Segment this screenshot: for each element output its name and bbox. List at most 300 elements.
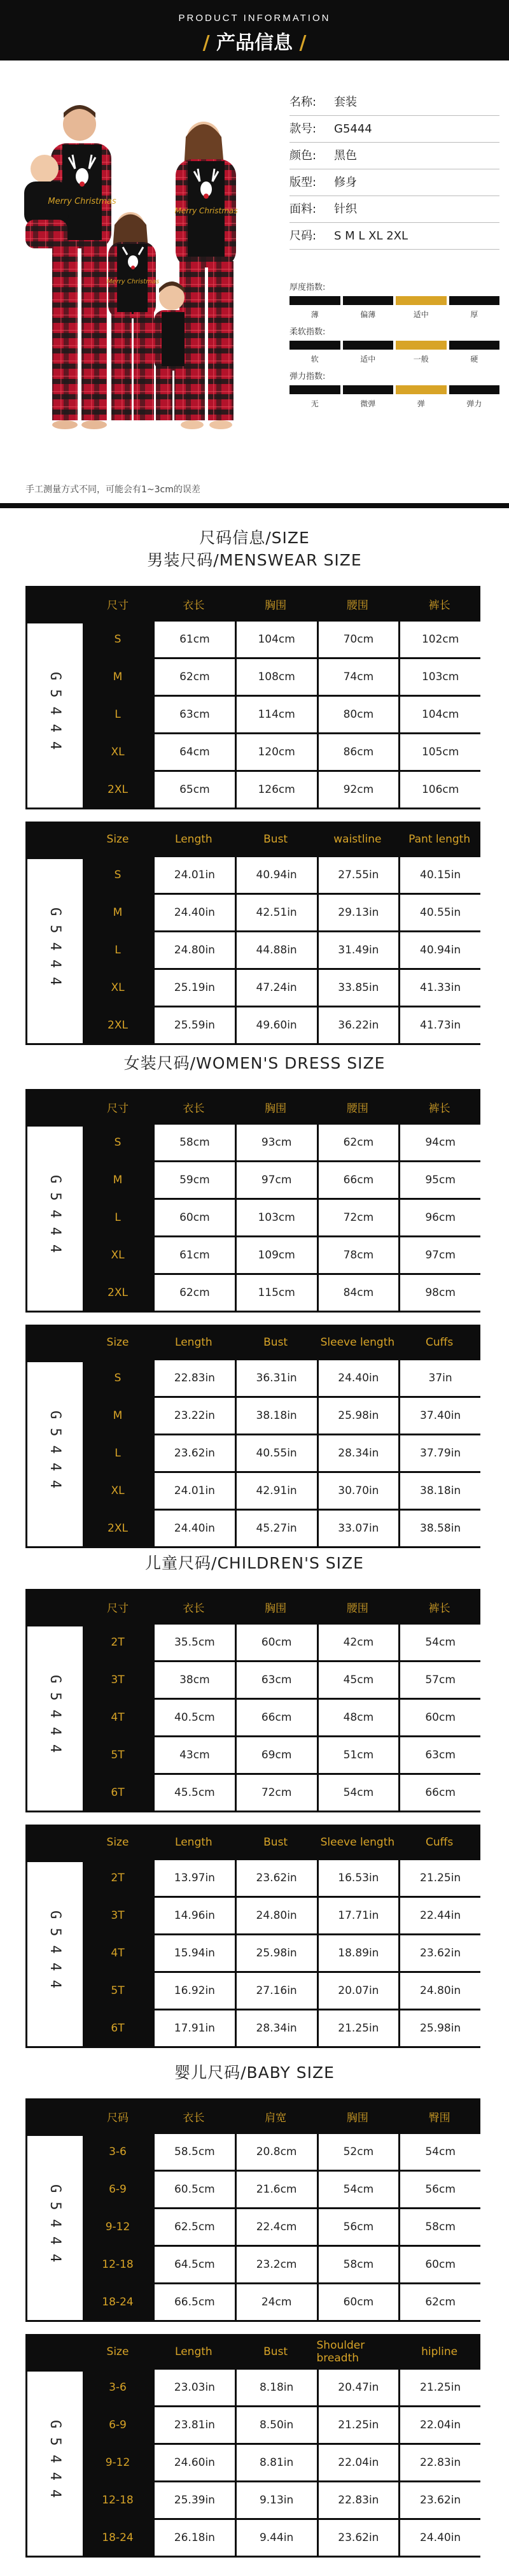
table-cell: 64.5cm <box>153 2247 235 2282</box>
index-label: 厚 <box>470 310 478 319</box>
table-cell: 21.25in <box>317 2010 399 2046</box>
table-cell: 24.40in <box>153 895 235 930</box>
table-cell: 42.51in <box>235 895 317 930</box>
index-2 <box>289 325 499 364</box>
table-cell: 120cm <box>235 734 317 770</box>
table-body <box>83 1625 480 1812</box>
table-header-cell: 裤长 <box>428 1602 450 1615</box>
style-code-label <box>25 1360 83 1548</box>
index-1 <box>289 280 499 320</box>
index-bars <box>289 296 499 305</box>
table-header-row <box>25 1325 480 1360</box>
header-spacer <box>25 2098 83 2134</box>
table-header-cell: Bust <box>263 1836 288 1849</box>
table-cell: 94cm <box>398 1125 480 1160</box>
size-label: L <box>83 932 153 968</box>
table-row <box>83 2445 480 2482</box>
index-label: 薄 <box>310 310 319 319</box>
table-header-cell: Bust <box>263 1336 288 1349</box>
table-cell: 33.07in <box>317 1511 399 1546</box>
table-body <box>83 2370 480 2558</box>
table-cell: 63cm <box>398 1737 480 1773</box>
table-cell: 49.60in <box>235 1007 317 1043</box>
product-info-banner <box>0 0 509 60</box>
table-row <box>83 1398 480 1435</box>
header-spacer <box>25 1089 83 1125</box>
size-label: L <box>83 697 153 732</box>
style-code-text: G5444 <box>47 1175 63 1262</box>
table-row <box>83 2407 480 2445</box>
style-code-text: G5444 <box>47 907 63 995</box>
size-table <box>25 2098 480 2322</box>
table-cell: 22.04in <box>398 2407 480 2443</box>
table-cell: 58cm <box>153 1125 235 1160</box>
table-header-cell: Cuffs <box>426 1336 454 1349</box>
index-title: 柔软指数: <box>289 327 326 337</box>
table-cell: 40.55in <box>398 895 480 930</box>
table-cell: 41.33in <box>398 970 480 1006</box>
table-cell: 109cm <box>235 1237 317 1273</box>
table-header-cell: hipline <box>421 2345 458 2358</box>
table-header-cell: 衣长 <box>183 1602 205 1615</box>
table-cell: 56cm <box>317 2209 399 2245</box>
table-cell: 24.01in <box>153 857 235 893</box>
size-table <box>25 586 480 809</box>
index-bar <box>449 296 500 305</box>
style-code-label <box>25 1125 83 1313</box>
table-row <box>83 2172 480 2209</box>
table-cell: 44.88in <box>235 932 317 968</box>
table-cell: 23.62in <box>153 1435 235 1471</box>
table-cell: 20.47in <box>317 2370 399 2405</box>
table-cell: 23.62in <box>398 2482 480 2518</box>
style-code-text: G5444 <box>47 2420 63 2507</box>
table-cell: 60cm <box>317 2284 399 2320</box>
table-header-cell: 腰围 <box>346 1102 368 1115</box>
table-row <box>83 1237 480 1275</box>
info-key: 颜色: <box>289 149 317 162</box>
table-cell: 42cm <box>317 1625 399 1660</box>
table-header-cell: 肩宽 <box>265 2111 287 2124</box>
table-row <box>83 932 480 970</box>
table-cell: 25.98in <box>317 1398 399 1434</box>
table-cell: 103cm <box>398 659 480 695</box>
table-cell: 14.96in <box>153 1898 235 1933</box>
banner-chinese-text: 产品信息 <box>216 32 293 54</box>
size-table <box>25 1825 480 2048</box>
table-cell: 22.4cm <box>235 2209 317 2245</box>
style-code-label <box>25 2370 83 2558</box>
table-header-row <box>25 1825 480 1860</box>
index-title: 弹力指数: <box>289 372 326 381</box>
section-title: 男装尺码/MENSWEAR SIZE <box>147 551 362 569</box>
size-label: 6T <box>83 1775 153 1811</box>
table-header-cell: 臀围 <box>428 2111 450 2124</box>
table-cell: 27.16in <box>235 1973 317 2009</box>
table-cell: 105cm <box>398 734 480 770</box>
table-row <box>83 1162 480 1200</box>
info-key: 尺码: <box>289 229 317 243</box>
table-cell: 36.22in <box>317 1007 399 1043</box>
table-cell: 66cm <box>317 1162 399 1198</box>
size-table <box>25 2334 480 2558</box>
table-cell: 24.40in <box>317 1360 399 1396</box>
section-divider <box>0 503 509 508</box>
table-cell: 60cm <box>398 1700 480 1735</box>
table-row <box>83 895 480 932</box>
style-code-label <box>25 857 83 1045</box>
table-cell: 26.18in <box>153 2520 235 2556</box>
table-row <box>83 2284 480 2322</box>
index-labels <box>289 398 499 409</box>
table-cell: 60cm <box>235 1625 317 1660</box>
table-row <box>83 1007 480 1045</box>
table-cell: 22.83in <box>398 2445 480 2480</box>
table-cell: 28.34in <box>235 2010 317 2046</box>
table-row <box>83 2134 480 2172</box>
table-cell: 63cm <box>153 697 235 732</box>
table-header-cell: 裤长 <box>428 599 450 612</box>
header-spacer <box>25 2334 83 2370</box>
info-value: S M L XL 2XL <box>334 229 408 243</box>
info-value: 修身 <box>334 176 357 189</box>
table-cell: 30.70in <box>317 1473 399 1509</box>
table-cell: 35.5cm <box>153 1625 235 1660</box>
index-bars <box>289 385 499 394</box>
table-header-cell: 尺寸 <box>107 1602 129 1615</box>
table-header-cell: Sleeve length <box>320 1336 395 1349</box>
table-cell: 57cm <box>398 1662 480 1698</box>
table-body <box>83 1860 480 2048</box>
size-label: XL <box>83 1237 153 1273</box>
table-cell: 40.94in <box>398 932 480 968</box>
size-label: M <box>83 659 153 695</box>
table-row <box>83 1973 480 2010</box>
size-label: 5T <box>83 1737 153 1773</box>
table-header-cell: Bust <box>263 2345 288 2358</box>
size-label: S <box>83 1125 153 1160</box>
index-label: 硬 <box>470 355 478 364</box>
size-label: 2XL <box>83 1275 153 1311</box>
table-cell: 126cm <box>235 772 317 808</box>
table-cell: 24.80in <box>398 1973 480 2009</box>
index-title: 厚度指数: <box>289 283 326 292</box>
table-header-cell: 胸围 <box>265 599 287 612</box>
table-cell: 37in <box>398 1360 480 1396</box>
style-code-text: G5444 <box>47 672 63 759</box>
index-label: 偏薄 <box>360 310 376 319</box>
size-label: L <box>83 1435 153 1471</box>
table-header-cell: Size <box>106 1836 129 1849</box>
tee-print-mom: Merry Christmas <box>174 206 238 215</box>
table-header-cell: Sleeve length <box>320 1836 395 1849</box>
info-key: 面料: <box>289 203 317 216</box>
table-cell: 58.5cm <box>153 2134 235 2170</box>
table-cell: 108cm <box>235 659 317 695</box>
style-code-label <box>25 1625 83 1812</box>
table-header-cell: Size <box>106 833 129 846</box>
size-label: 9-12 <box>83 2209 153 2245</box>
table-cell: 62cm <box>153 659 235 695</box>
table-cell: 63cm <box>235 1662 317 1698</box>
table-cell: 24.60in <box>153 2445 235 2480</box>
size-label: 12-18 <box>83 2482 153 2518</box>
index-label: 一般 <box>413 355 429 364</box>
table-header-cell: 胸围 <box>265 1602 287 1615</box>
table-row <box>83 772 480 809</box>
table-body <box>83 622 480 809</box>
index-bar <box>289 296 340 305</box>
header-spacer <box>25 1589 83 1625</box>
style-code-label <box>25 2134 83 2322</box>
table-row <box>83 1200 480 1237</box>
index-bar <box>343 385 394 394</box>
table-row <box>83 1935 480 1973</box>
table-cell: 23.62in <box>398 1935 480 1971</box>
info-row <box>289 89 499 116</box>
table-row <box>83 1473 480 1511</box>
index-bar <box>449 341 500 350</box>
table-cell: 27.55in <box>317 857 399 893</box>
size-label: 5T <box>83 1973 153 2009</box>
table-cell: 54cm <box>317 2172 399 2207</box>
table-header-cell: 衣长 <box>183 2111 205 2124</box>
table-header-cell: 胸围 <box>265 1102 287 1115</box>
table-cell: 23.2cm <box>235 2247 317 2282</box>
index-bar <box>289 385 340 394</box>
table-cell: 16.92in <box>153 1973 235 2009</box>
table-cell: 74cm <box>317 659 399 695</box>
size-label: 2T <box>83 1860 153 1896</box>
table-cell: 25.59in <box>153 1007 235 1043</box>
size-table <box>25 822 480 1045</box>
table-header-cell: 尺码 <box>107 2111 129 2124</box>
size-label: M <box>83 1398 153 1434</box>
size-label: S <box>83 857 153 893</box>
info-row <box>289 223 499 250</box>
table-cell: 96cm <box>398 1200 480 1235</box>
table-cell: 41.73in <box>398 1007 480 1043</box>
info-value: 黑色 <box>334 149 357 162</box>
table-cell: 21.25in <box>398 1860 480 1896</box>
table-cell: 21.25in <box>317 2407 399 2443</box>
table-cell: 104cm <box>398 697 480 732</box>
index-label: 无 <box>310 399 319 408</box>
banner-chinese-title: / 产品信息 / <box>202 32 307 54</box>
table-header-row <box>25 2334 480 2370</box>
table-row <box>83 1898 480 1935</box>
table-cell: 95cm <box>398 1162 480 1198</box>
table-cell: 24.40in <box>398 2520 480 2556</box>
table-header-row <box>25 822 480 857</box>
table-cell: 69cm <box>235 1737 317 1773</box>
info-value: 针织 <box>334 203 357 216</box>
table-row <box>83 1625 480 1662</box>
table-cell: 24.40in <box>153 1511 235 1546</box>
table-cell: 18.89in <box>317 1935 399 1971</box>
table-cell: 60cm <box>398 2247 480 2282</box>
table-cell: 54cm <box>398 1625 480 1660</box>
table-cell: 25.19in <box>153 970 235 1006</box>
table-row <box>83 2010 480 2048</box>
index-label: 弹力 <box>466 399 482 408</box>
table-header-cell: Length <box>175 1336 213 1349</box>
table-cell: 61cm <box>153 1237 235 1273</box>
size-table <box>25 1089 480 1313</box>
size-table <box>25 1325 480 1548</box>
table-cell: 62cm <box>153 1275 235 1311</box>
table-cell: 16.53in <box>317 1860 399 1896</box>
table-cell: 70cm <box>317 622 399 657</box>
table-cell: 66cm <box>235 1700 317 1735</box>
table-cell: 8.81in <box>235 2445 317 2480</box>
table-cell: 52cm <box>317 2134 399 2170</box>
table-cell: 54cm <box>317 1775 399 1811</box>
size-label: 3T <box>83 1662 153 1698</box>
table-cell: 103cm <box>235 1200 317 1235</box>
table-cell: 54cm <box>398 2134 480 2170</box>
style-code-label <box>25 622 83 809</box>
table-row <box>83 1662 480 1700</box>
table-header-cell: 腰围 <box>346 599 368 612</box>
table-cell: 97cm <box>398 1237 480 1273</box>
table-cell: 58cm <box>317 2247 399 2282</box>
table-cell: 78cm <box>317 1237 399 1273</box>
table-cell: 31.49in <box>317 932 399 968</box>
size-label: 18-24 <box>83 2520 153 2556</box>
table-cell: 40.15in <box>398 857 480 893</box>
table-cell: 56cm <box>398 2172 480 2207</box>
index-bar-active <box>396 385 447 394</box>
info-row <box>289 116 499 143</box>
measurement-note: 手工测量方式不同，可能会有1~3cm的误差 <box>25 485 200 495</box>
table-cell: 43cm <box>153 1737 235 1773</box>
table-cell: 84cm <box>317 1275 399 1311</box>
table-cell: 37.40in <box>398 1398 480 1434</box>
table-cell: 40.94in <box>235 857 317 893</box>
table-cell: 38.18in <box>235 1398 317 1434</box>
table-header-cell: Bust <box>263 833 288 846</box>
table-cell: 38.18in <box>398 1473 480 1509</box>
table-row <box>83 970 480 1007</box>
table-cell: 24.80in <box>235 1898 317 1933</box>
table-row <box>83 2482 480 2520</box>
table-cell: 48cm <box>317 1700 399 1735</box>
size-label: 6-9 <box>83 2172 153 2207</box>
table-cell: 20.07in <box>317 1973 399 2009</box>
table-cell: 23.81in <box>153 2407 235 2443</box>
table-cell: 21.25in <box>398 2370 480 2405</box>
table-cell: 22.83in <box>317 2482 399 2518</box>
index-label: 微弹 <box>360 399 376 408</box>
table-cell: 51cm <box>317 1737 399 1773</box>
table-row <box>83 2520 480 2558</box>
index-label: 软 <box>310 355 319 364</box>
info-row <box>289 143 499 169</box>
style-code-text: G5444 <box>47 1911 63 1998</box>
index-bar <box>343 296 394 305</box>
table-cell: 28.34in <box>317 1435 399 1471</box>
size-label: 2XL <box>83 1511 153 1546</box>
table-cell: 22.83in <box>153 1360 235 1396</box>
table-cell: 24.01in <box>153 1473 235 1509</box>
table-cell: 60.5cm <box>153 2172 235 2207</box>
index-labels <box>289 353 499 364</box>
table-cell: 36.31in <box>235 1360 317 1396</box>
table-cell: 25.98in <box>235 1935 317 1971</box>
table-header-cell: waistline <box>333 833 382 846</box>
table-header-row <box>25 586 480 622</box>
table-cell: 17.91in <box>153 2010 235 2046</box>
table-cell: 24cm <box>235 2284 317 2320</box>
size-label: S <box>83 622 153 657</box>
index-bar <box>289 341 340 350</box>
table-cell: 38.58in <box>398 1511 480 1546</box>
style-code-text: G5444 <box>47 1411 63 1498</box>
table-cell: 23.62in <box>235 1860 317 1896</box>
table-cell: 37.79in <box>398 1435 480 1471</box>
table-row <box>83 734 480 772</box>
table-cell: 92cm <box>317 772 399 808</box>
table-header-row <box>25 1589 480 1625</box>
table-header-cell: Cuffs <box>426 1836 454 1849</box>
table-header-cell: 裤长 <box>428 1102 450 1115</box>
index-3 <box>289 369 499 409</box>
table-header-cell: 衣长 <box>183 599 205 612</box>
header-spacer <box>25 1325 83 1360</box>
table-cell: 47.24in <box>235 970 317 1006</box>
table-row <box>83 857 480 895</box>
table-cell: 20.8cm <box>235 2134 317 2170</box>
table-header-cell: Size <box>106 2345 129 2358</box>
header-spacer <box>25 1825 83 1860</box>
info-value: 套装 <box>334 96 357 109</box>
index-label: 适中 <box>360 355 376 364</box>
table-header-cell: Length <box>175 1836 213 1849</box>
size-label: 3-6 <box>83 2134 153 2170</box>
table-cell: 21.6cm <box>235 2172 317 2207</box>
table-cell: 40.55in <box>235 1435 317 1471</box>
table-row <box>83 2370 480 2407</box>
table-cell: 72cm <box>235 1775 317 1811</box>
table-header-cell: 腰围 <box>346 1602 368 1615</box>
size-label: 6T <box>83 2010 153 2046</box>
table-cell: 66cm <box>398 1775 480 1811</box>
tee-print-dad: Merry Christmas <box>48 197 116 206</box>
info-row <box>289 169 499 196</box>
table-body <box>83 1360 480 1548</box>
size-label: 6-9 <box>83 2407 153 2443</box>
table-row <box>83 2247 480 2284</box>
table-row <box>83 1700 480 1737</box>
size-label: 2XL <box>83 1007 153 1043</box>
table-row <box>83 622 480 659</box>
table-cell: 102cm <box>398 622 480 657</box>
table-cell: 66.5cm <box>153 2284 235 2320</box>
table-cell: 8.18in <box>235 2370 317 2405</box>
table-row <box>83 2209 480 2247</box>
table-cell: 13.97in <box>153 1860 235 1896</box>
table-row <box>83 697 480 734</box>
table-cell: 104cm <box>235 622 317 657</box>
table-cell: 29.13in <box>317 895 399 930</box>
size-label: 3-6 <box>83 2370 153 2405</box>
table-cell: 65cm <box>153 772 235 808</box>
style-code-label <box>25 1860 83 2048</box>
style-code-text: G5444 <box>47 1675 63 1762</box>
header-spacer <box>25 822 83 857</box>
table-header-cell: Size <box>106 1336 129 1349</box>
